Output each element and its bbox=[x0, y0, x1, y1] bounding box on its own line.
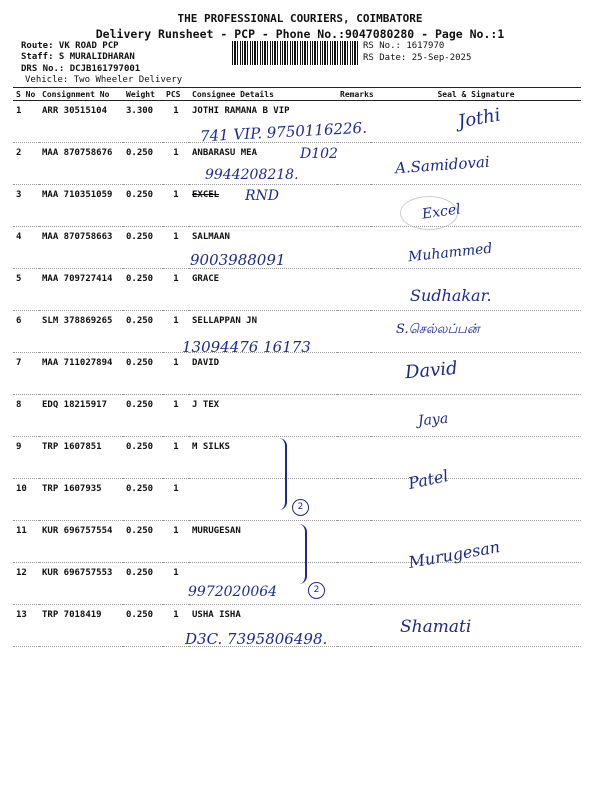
cell-consignment: MAA 709727414 bbox=[39, 269, 123, 311]
cell-remarks bbox=[337, 227, 371, 269]
cell-signature bbox=[371, 395, 581, 437]
handwritten-phone: 9003988091 bbox=[190, 251, 286, 269]
handwritten-signature: Jothi bbox=[456, 104, 503, 133]
bracket-mark bbox=[295, 524, 307, 584]
cell-remarks bbox=[337, 521, 371, 563]
cell-sno: 8 bbox=[13, 395, 39, 437]
cell-weight: 3.300 bbox=[123, 101, 163, 143]
col-pcs: PCS bbox=[163, 88, 189, 101]
table-row bbox=[13, 227, 581, 269]
cell-sno: 9 bbox=[13, 437, 39, 479]
cell-consignment: EDQ 18215917 bbox=[39, 395, 123, 437]
table-row bbox=[13, 437, 581, 479]
vehicle-label: Vehicle: Two Wheeler Delivery bbox=[25, 75, 183, 85]
cell-weight: 0.250 bbox=[123, 437, 163, 479]
cell-consignee: GRACE bbox=[189, 269, 337, 311]
col-weight: Weight bbox=[123, 88, 163, 101]
cell-consignment: TRP 1607935 bbox=[39, 479, 123, 521]
cell-sno: 6 bbox=[13, 311, 39, 353]
handwritten-signature: Shamati bbox=[400, 617, 472, 637]
cell-sno: 5 bbox=[13, 269, 39, 311]
cell-sno: 4 bbox=[13, 227, 39, 269]
bracket-mark bbox=[275, 438, 287, 510]
handwritten-signature: David bbox=[404, 357, 459, 384]
cell-consignment: MAA 870758663 bbox=[39, 227, 123, 269]
cell-remarks bbox=[337, 479, 371, 521]
handwritten-signature: Excel bbox=[421, 201, 462, 223]
cell-consignee: M SILKS bbox=[189, 437, 337, 479]
cell-pcs: 1 bbox=[163, 563, 189, 605]
cell-consignee bbox=[189, 479, 337, 521]
cell-weight: 0.250 bbox=[123, 353, 163, 395]
cell-sno: 11 bbox=[13, 521, 39, 563]
handwritten-note: RND bbox=[245, 188, 280, 204]
cell-signature bbox=[371, 353, 581, 395]
col-remarks: Remarks bbox=[337, 88, 371, 101]
cell-sno: 7 bbox=[13, 353, 39, 395]
cell-consignee: JOTHI RAMANA B VIP bbox=[189, 101, 337, 143]
table-row bbox=[13, 395, 581, 437]
cell-sno: 10 bbox=[13, 479, 39, 521]
cell-remarks bbox=[337, 311, 371, 353]
cell-consignee: DAVID bbox=[189, 353, 337, 395]
cell-remarks bbox=[337, 185, 371, 227]
col-consignee: Consignee Details bbox=[189, 88, 337, 101]
cell-sno: 3 bbox=[13, 185, 39, 227]
piece-count-circle: 2 bbox=[308, 582, 325, 599]
cell-consignment: KUR 696757554 bbox=[39, 521, 123, 563]
cell-consignment: MAA 870758676 bbox=[39, 143, 123, 185]
company-title: THE PROFESSIONAL COURIERS, COIMBATORE bbox=[177, 12, 423, 25]
col-consignment: Consignment No bbox=[39, 88, 123, 101]
cell-pcs: 1 bbox=[163, 479, 189, 521]
cell-remarks bbox=[337, 563, 371, 605]
cell-pcs: 1 bbox=[163, 269, 189, 311]
cell-signature bbox=[371, 437, 581, 479]
cell-signature bbox=[371, 563, 581, 605]
handwritten-note: D102 bbox=[300, 146, 338, 162]
cell-consignee: USHA ISHA bbox=[189, 605, 337, 647]
piece-count-circle: 2 bbox=[292, 499, 309, 516]
staff-label: Staff: S MURALIDHARAN bbox=[21, 52, 135, 62]
cell-pcs: 1 bbox=[163, 437, 189, 479]
handwritten-signature: Patel bbox=[406, 465, 451, 494]
cell-weight: 0.250 bbox=[123, 227, 163, 269]
cell-pcs: 1 bbox=[163, 521, 189, 563]
cell-sno: 13 bbox=[13, 605, 39, 647]
cell-weight: 0.250 bbox=[123, 563, 163, 605]
table-row bbox=[13, 185, 581, 227]
col-signature: Seal & Signature bbox=[371, 88, 581, 101]
table-row bbox=[13, 269, 581, 311]
cell-weight: 0.250 bbox=[123, 479, 163, 521]
cell-consignment: ARR 30515104 bbox=[39, 101, 123, 143]
drs-label: DRS No.: DCJB161797001 bbox=[21, 64, 141, 74]
cell-pcs: 1 bbox=[163, 143, 189, 185]
handwritten-signature: Jaya bbox=[417, 410, 449, 430]
cell-consignee: SELLAPPAN JN bbox=[189, 311, 337, 353]
handwritten-signature: Murugesan bbox=[407, 537, 502, 572]
cell-pcs: 1 bbox=[163, 227, 189, 269]
cell-sno: 12 bbox=[13, 563, 39, 605]
table-header bbox=[13, 88, 581, 101]
rs-date: RS Date: 25-Sep-2025 bbox=[363, 53, 472, 63]
cell-consignee: EXCEL bbox=[189, 185, 337, 227]
handwritten-signature: Sudhakar. bbox=[410, 286, 492, 305]
cell-consignment: SLM 378869265 bbox=[39, 311, 123, 353]
cell-weight: 0.250 bbox=[123, 311, 163, 353]
handwritten-note: D3C. 7395806498. bbox=[185, 630, 328, 648]
cell-consignee: J TEX bbox=[189, 395, 337, 437]
cell-weight: 0.250 bbox=[123, 185, 163, 227]
cell-weight: 0.250 bbox=[123, 605, 163, 647]
cell-pcs: 1 bbox=[163, 311, 189, 353]
cell-pcs: 1 bbox=[163, 185, 189, 227]
cell-weight: 0.250 bbox=[123, 395, 163, 437]
table-row bbox=[13, 353, 581, 395]
cell-remarks bbox=[337, 605, 371, 647]
cell-pcs: 1 bbox=[163, 353, 189, 395]
cell-sno: 2 bbox=[13, 143, 39, 185]
cell-pcs: 1 bbox=[163, 605, 189, 647]
cell-signature bbox=[371, 479, 581, 521]
rs-number: RS No.: 1617970 bbox=[363, 41, 445, 51]
cell-remarks bbox=[337, 269, 371, 311]
cell-consignment: TRP 1607851 bbox=[39, 437, 123, 479]
cell-remarks bbox=[337, 143, 371, 185]
handwritten-signature: S.செல்லப்பன் bbox=[396, 322, 480, 337]
cell-consignment: TRP 7018419 bbox=[39, 605, 123, 647]
barcode bbox=[232, 41, 358, 65]
cell-sno: 1 bbox=[13, 101, 39, 143]
handwritten-phone: 9944208218. bbox=[205, 167, 299, 183]
cell-consignment: MAA 711027894 bbox=[39, 353, 123, 395]
cell-consignee: ANBARASU MEA bbox=[189, 143, 337, 185]
route-label: Route: VK ROAD PCP bbox=[21, 41, 119, 51]
cell-consignee: MURUGESAN bbox=[189, 521, 337, 563]
cell-consignee: SALMAAN bbox=[189, 227, 337, 269]
cell-remarks bbox=[337, 395, 371, 437]
cell-pcs: 1 bbox=[163, 395, 189, 437]
cell-pcs: 1 bbox=[163, 101, 189, 143]
handwritten-signature: A.Samidovai bbox=[394, 152, 491, 178]
handwritten-note: 741 VIP. 9750116226. bbox=[199, 118, 368, 146]
cell-weight: 0.250 bbox=[123, 269, 163, 311]
cell-remarks bbox=[337, 353, 371, 395]
handwritten-signature: Muhammed bbox=[407, 240, 494, 266]
col-sno: S No bbox=[13, 88, 39, 101]
cell-consignment: KUR 696757553 bbox=[39, 563, 123, 605]
cell-consignment: MAA 710351059 bbox=[39, 185, 123, 227]
cell-remarks bbox=[337, 437, 371, 479]
cell-weight: 0.250 bbox=[123, 521, 163, 563]
cell-weight: 0.250 bbox=[123, 143, 163, 185]
handwritten-phone: 9972020064 bbox=[188, 584, 278, 600]
runsheet-subtitle: Delivery Runsheet - PCP - Phone No.:9047080280 - Page No.:1 bbox=[95, 27, 505, 41]
handwritten-note: 13094476 16173 bbox=[182, 338, 311, 356]
